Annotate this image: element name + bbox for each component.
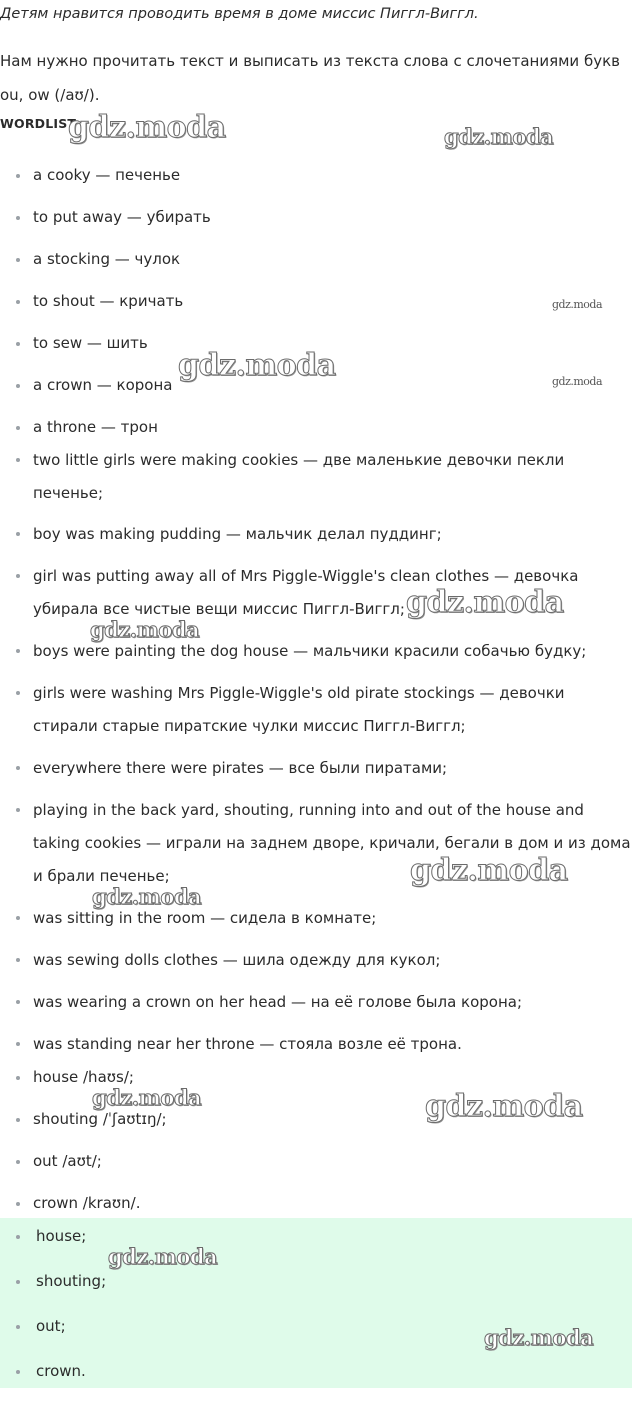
watermark-logo: gdz.moda: [484, 1325, 594, 1350]
vocabulary-item: a throne — трон: [0, 412, 632, 444]
watermark-logo: gdz.moda: [68, 110, 226, 145]
phrase-item: was wearing a crown on her head — на её голове была корона;: [0, 986, 632, 1028]
watermark-logo: gdz.moda: [92, 1085, 202, 1110]
answer-item: out;: [0, 1311, 632, 1356]
transcription-item: crown /kraʊn/.: [0, 1188, 632, 1220]
vocabulary-item: to put away — убирать: [0, 202, 632, 244]
vocabulary-list: [0, 160, 632, 444]
watermark-logo: gdz.moda: [425, 1089, 583, 1124]
watermark-logo: gdz.moda: [410, 853, 568, 888]
phrase-item: two little girls were making cookies — две маленькие девочки пекли печенье;: [0, 444, 593, 518]
phrase-item: boy was making pudding — мальчик делал пуддинг;: [0, 518, 632, 560]
answer-item: shouting;: [0, 1266, 632, 1311]
vocabulary-item: a stocking — чулок: [0, 244, 632, 286]
phrase-list: [0, 444, 632, 1061]
answer-item: crown.: [0, 1356, 632, 1388]
watermark-logo: gdz.moda: [552, 375, 603, 388]
watermark-logo: gdz.moda: [108, 1244, 218, 1269]
vocabulary-item: to shout — кричать: [0, 286, 632, 328]
answer-list: [0, 1221, 632, 1388]
vocabulary-item: to sew — шить: [0, 328, 632, 370]
phrase-item: girls were washing Mrs Piggle-Wiggle's old pirate stockings — девочки стирали старые пиратские чулки миссис Пиггл-Виггл;: [0, 677, 593, 752]
watermark-logo: gdz.moda: [92, 884, 202, 909]
transcription-item: out /aʊt/;: [0, 1146, 632, 1188]
intro-text: Детям нравится проводить время в доме миссис Пиггл-Виггл.: [0, 6, 479, 22]
watermark-logo: gdz.moda: [444, 124, 554, 149]
transcription-item: house /haʊs/;: [0, 1062, 632, 1104]
transcription-item: shouting /ˈʃaʊtɪŋ/;: [0, 1104, 632, 1146]
watermark-logo: gdz.moda: [178, 348, 336, 383]
watermark-logo: gdz.moda: [406, 585, 564, 620]
phrase-item: playing in the back yard, shouting, running into and out of the house and taking cookies — играли на заднем дворе, кричали, бегали в дом и из дома и брали печенье;: [0, 794, 632, 902]
phrase-item: everywhere there were pirates — все были пиратами;: [0, 752, 632, 794]
answer-item: house;: [0, 1221, 632, 1266]
phrase-item: boys were painting the dog house — мальчики красили собачью будку;: [0, 635, 632, 677]
task-text: Нам нужно прочитать текст и выписать из текста слова с слочетаниями букв ou, ow (/aʊ/).: [0, 52, 620, 104]
vocabulary-item: a crown — корона: [0, 370, 632, 412]
phrase-item: was sewing dolls clothes — шила одежду для кукол;: [0, 944, 632, 986]
watermark-logo: gdz.moda: [552, 298, 603, 311]
phrase-item: girl was putting away all of Mrs Piggle-Wiggle's clean clothes — девочка убирала все чистые вещи миссис Пиггл-Виггл;: [0, 560, 598, 635]
wordlist-label: WORDLIST: [0, 116, 77, 131]
watermark-logo: gdz.moda: [90, 617, 200, 642]
phrase-item: was standing near her throne — стояла возле её трона.: [0, 1028, 632, 1061]
phrase-item: was sitting in the room — сидела в комнате;: [0, 902, 632, 944]
vocabulary-item: a cooky — печенье: [0, 160, 632, 202]
